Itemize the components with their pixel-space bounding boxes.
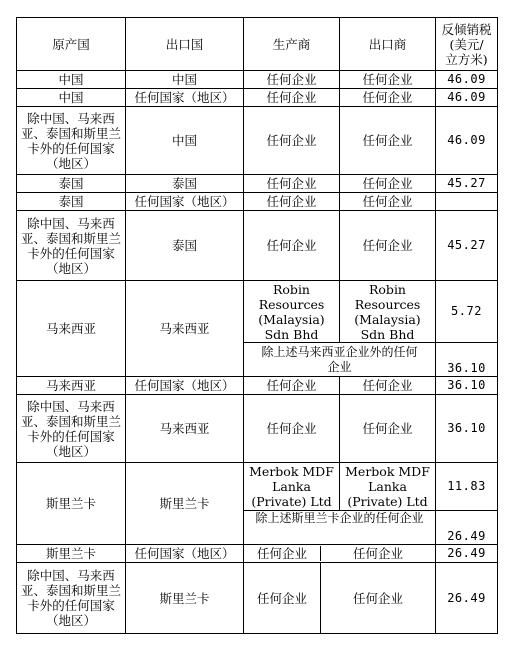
exporter-cell: 任何企业 (340, 71, 436, 89)
table-row (17, 377, 498, 395)
duty-cell: 26.49 (436, 545, 498, 563)
duty-cell: 46.09 (436, 89, 498, 107)
producer-cell: 任何企业 (244, 89, 340, 107)
exporter-cell: 任何企业 (340, 107, 436, 175)
export-country-cell: 斯里兰卡 (126, 463, 244, 545)
origin-cell: 斯里兰卡 (17, 463, 126, 545)
table-row (17, 107, 498, 175)
table-row (17, 71, 498, 89)
table-row (17, 193, 498, 211)
header-exporter: 出口商 (340, 18, 436, 71)
exporter-cell: 任何企业 (352, 546, 403, 561)
company-pair-cell (244, 545, 436, 563)
producer-cell: 任何企业 (244, 395, 340, 463)
exporter-cell: 任何企业 (340, 193, 436, 211)
exporter-cell: 任何企业 (340, 89, 436, 107)
producer-cell: 任何企业 (244, 107, 340, 175)
table-row (17, 175, 498, 193)
duty-cell: 26.49 (436, 511, 498, 545)
origin-cell: 马来西亚 (17, 377, 126, 395)
export-country-cell: 任何国家（地区） (126, 377, 244, 395)
duty-cell: 36.10 (436, 395, 498, 463)
duty-cell: 46.09 (436, 71, 498, 89)
table-row (17, 281, 498, 343)
producer-cell: 任何企业 (244, 175, 340, 193)
duty-cell: 45.27 (436, 175, 498, 193)
table-row (17, 395, 498, 463)
exporter-cell: Robin Resources (Malaysia) Sdn Bhd (340, 281, 436, 343)
header-origin: 原产国 (17, 18, 126, 71)
export-country-cell: 任何国家（地区） (126, 89, 244, 107)
origin-cell: 中国 (17, 71, 126, 89)
table-row (17, 563, 498, 634)
table-header-row (17, 18, 498, 71)
producer-cell: 任何企业 (244, 193, 340, 211)
origin-cell: 除中国、马来西亚、泰国和斯里兰卡外的任何国家（地区） (17, 395, 126, 463)
export-country-cell: 任何国家（地区） (126, 545, 244, 563)
table-row (17, 89, 498, 107)
duty-cell: 11.83 (436, 463, 498, 511)
producer-cell: Robin Resources (Malaysia) Sdn Bhd (244, 281, 340, 343)
origin-cell: 中国 (17, 89, 126, 107)
exporter-cell: 任何企业 (352, 590, 403, 606)
exporter-cell: 任何企业 (340, 377, 436, 395)
export-country-cell: 泰国 (126, 211, 244, 281)
exporter-cell: 任何企业 (340, 211, 436, 281)
duty-cell: 36.10 (436, 343, 498, 377)
exporter-cell: Merbok MDF Lanka (Private) Ltd (340, 463, 436, 511)
table-row (17, 463, 498, 511)
origin-cell: 除中国、马来西亚、泰国和斯里兰卡外的任何国家（地区） (17, 563, 126, 634)
other-companies-cell: 除上述马来西亚企业外的任何企业 (244, 343, 436, 377)
producer-cell: 任何企业 (244, 377, 340, 395)
other-companies-cell: 除上述斯里兰卡企业的任何企业 (244, 511, 436, 545)
export-country-cell: 斯里兰卡 (126, 563, 244, 634)
origin-cell: 除中国、马来西亚、泰国和斯里兰卡外的任何国家（地区） (17, 211, 126, 281)
producer-cell: 任何企业 (244, 71, 340, 89)
exporter-cell: 任何企业 (340, 175, 436, 193)
duty-cell: 46.09 (436, 107, 498, 175)
table-row (17, 211, 498, 281)
company-pair-cell (244, 563, 436, 634)
export-country-cell: 任何国家（地区） (126, 193, 244, 211)
origin-cell: 斯里兰卡 (17, 545, 126, 563)
table-row (17, 545, 498, 563)
duty-cell: 26.49 (436, 563, 498, 634)
export-country-cell: 马来西亚 (126, 281, 244, 377)
origin-cell: 除中国、马来西亚、泰国和斯里兰卡外的任何国家（地区） (17, 107, 126, 175)
producer-cell: 任何企业 (244, 546, 321, 561)
producer-cell: Merbok MDF Lanka (Private) Ltd (244, 463, 340, 511)
header-producer: 生产商 (244, 18, 340, 71)
origin-cell: 马来西亚 (17, 281, 126, 377)
producer-cell: 任何企业 (244, 211, 340, 281)
origin-cell: 泰国 (17, 193, 126, 211)
export-country-cell: 中国 (126, 107, 244, 175)
origin-cell: 泰国 (17, 175, 126, 193)
export-country-cell: 马来西亚 (126, 395, 244, 463)
exporter-cell: 任何企业 (340, 395, 436, 463)
duty-cell (436, 193, 498, 211)
export-country-cell: 中国 (126, 71, 244, 89)
producer-cell: 任何企业 (244, 563, 321, 633)
header-export-country: 出口国 (126, 18, 244, 71)
anti-dumping-duty-table (16, 17, 498, 634)
duty-cell: 36.10 (436, 377, 498, 395)
duty-cell: 45.27 (436, 211, 498, 281)
header-duty: 反倾销税 (美元/ 立方米) (436, 18, 498, 71)
export-country-cell: 泰国 (126, 175, 244, 193)
duty-cell: 5.72 (436, 281, 498, 343)
